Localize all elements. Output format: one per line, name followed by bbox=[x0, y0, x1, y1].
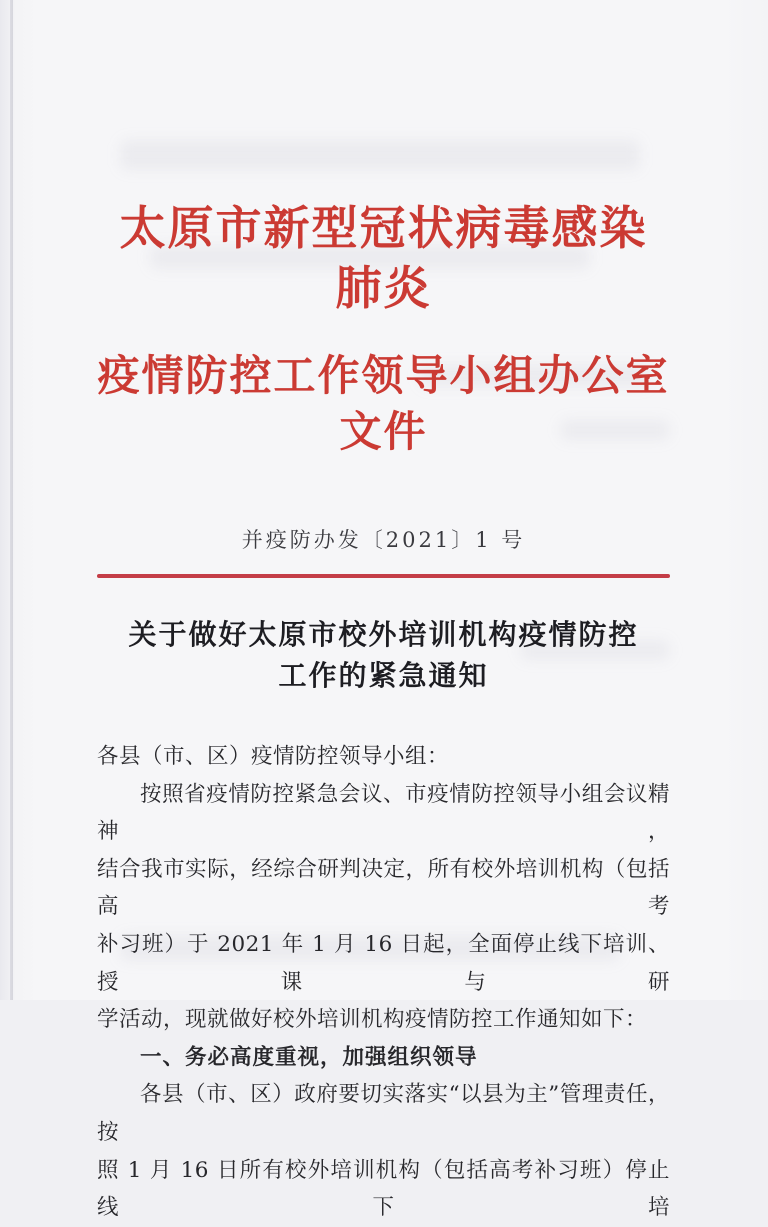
page-left-edge bbox=[10, 0, 13, 1000]
body-line: 补习班）于 2021 年 1 月 16 日起，全面停止线下培训、授课与研 bbox=[97, 931, 670, 995]
document-body bbox=[97, 738, 670, 1227]
notice-title bbox=[97, 614, 670, 696]
body-section-heading: 一、务必高度重视，加强组织领导 bbox=[140, 1044, 478, 1070]
body-line: 照 1 月 16 日所有校外培训机构（包括高考补习班）停止线下培 bbox=[97, 1157, 670, 1221]
letterhead-line2: 疫情防控工作领导小组办公室文件 bbox=[97, 351, 670, 456]
notice-title-line1: 关于做好太原市校外培训机构疫情防控 bbox=[128, 618, 639, 651]
notice-title-line2: 工作的紧急通知 bbox=[278, 659, 489, 692]
body-line: 按照省疫情防控紧急会议、市疫情防控领导小组会议精神， bbox=[97, 781, 670, 845]
body-line: 学活动，现就做好校外培训机构疫情防控工作通知如下： bbox=[97, 1007, 648, 1033]
red-divider-line bbox=[97, 574, 670, 578]
red-letterhead bbox=[97, 198, 670, 460]
document-content bbox=[97, 0, 670, 1227]
document-number: 并疫防办发〔2021〕1 号 bbox=[241, 528, 526, 552]
body-line-salutation: 各县（市、区）疫情防控领导小组： bbox=[97, 744, 450, 769]
body-line: 结合我市实际，经综合研判决定，所有校外培训机构（包括高考 bbox=[97, 856, 670, 920]
body-line: 各县（市、区）政府要切实落实“以县为主”管理责任，按 bbox=[97, 1082, 670, 1145]
letterhead-line1: 太原市新型冠状病毒感染肺炎 bbox=[119, 201, 648, 315]
